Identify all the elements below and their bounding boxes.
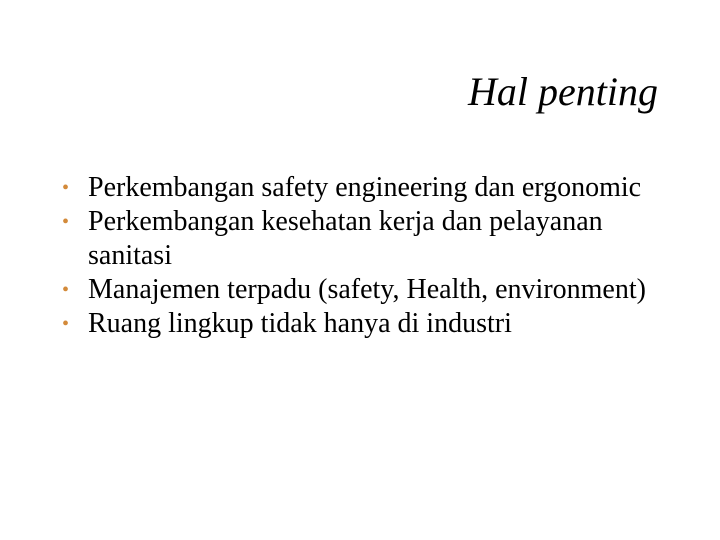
bullet-text: Perkembangan kesehatan kerja dan pelayanan sanitasi [88,206,603,271]
bullet-item [0,307,660,341]
bullet-icon: • [62,279,70,301]
bullet-icon: • [62,211,70,233]
bullet-icon: • [62,177,70,199]
bullet-icon: • [62,313,70,335]
bullet-list [0,171,660,341]
bullet-text: Manajemen terpadu (safety, Health, environment) [88,274,646,305]
bullet-item [0,171,660,205]
slide-title: Hal penting [468,69,658,114]
bullet-text: Ruang lingkup tidak hanya di industri [88,308,512,339]
bullet-item [0,273,660,307]
bullet-item [0,205,660,273]
bullet-text: Perkembangan safety engineering dan ergonomic [88,172,642,203]
